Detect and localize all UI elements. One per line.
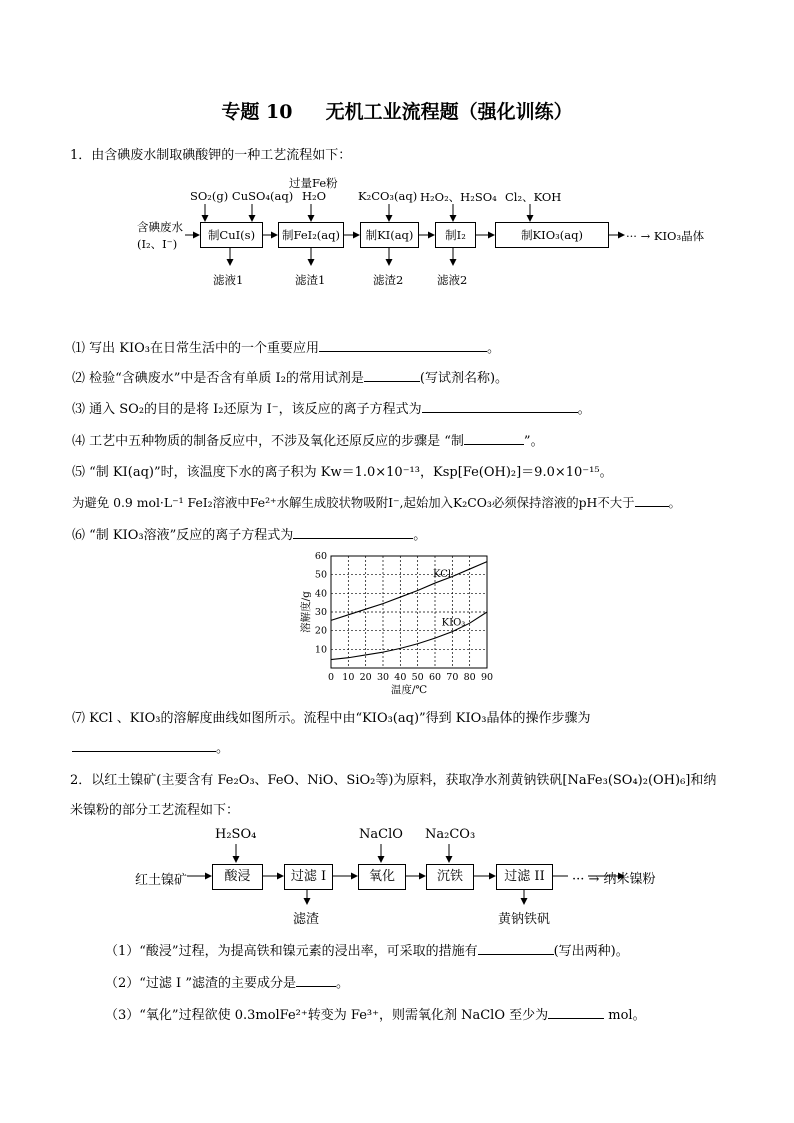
x-tick-label: 10 — [342, 672, 355, 683]
q1-item-3-text: ⑶ 通入 SO₂的目的是将 I₂还原为 I⁻，该反应的离子方程式为 — [72, 402, 422, 417]
q1-flow-end: ··· → KIO₃晶体 — [626, 229, 705, 243]
q2-reagent-naclo: NaClO — [359, 827, 403, 842]
series-label-kio3: KIO₃ — [441, 617, 466, 629]
q1-item-6-end: 。 — [413, 528, 427, 543]
q2-step-filter1: 过滤 I — [284, 864, 333, 890]
answer-blank-q2-3[interactable] — [548, 1006, 604, 1019]
q2-item-1 — [105, 940, 629, 959]
series-label-kcl: KCl — [433, 569, 452, 581]
q1-output-filtrate2: 滤液2 — [437, 273, 468, 287]
q2-step-filter2: 过滤 II — [496, 864, 553, 890]
y-tick-label: 10 — [314, 644, 327, 656]
q1-intro: 1．由含碘废水制取碘酸钾的一种工艺流程如下： — [70, 148, 352, 163]
q1-step-cui: 制CuI(s) — [200, 222, 263, 248]
q1-input-label: 含碘废水 — [137, 220, 183, 234]
y-tick-label: 40 — [314, 588, 327, 600]
x-tick-label: 20 — [359, 672, 372, 683]
q1-reagent-so2-cuso4: SO₂(g) CuSO₄(aq) — [190, 189, 294, 203]
x-tick-label: 40 — [394, 672, 407, 683]
q1-output-filtrate1: 滤液1 — [213, 273, 244, 287]
x-tick-label: 70 — [446, 672, 459, 683]
q1-reagent-cl2-koh: Cl₂、KOH — [505, 190, 562, 204]
q1-output-residue2: 滤渣2 — [373, 273, 404, 287]
q2-item-3-text: （3）“氧化”过程欲使 0.3molFe²⁺转变为 Fe³⁺，则需氧化剂 NaClO 至少为 — [105, 1008, 549, 1023]
q2-input-label: 红土镍矿 — [135, 873, 188, 888]
q1-step-ki: 制KI(aq) — [360, 222, 419, 248]
q2-item-1-text: （1）“酸浸”过程，为提高铁和镍元素的浸出率，可采取的措施有 — [105, 944, 478, 959]
x-axis-label: 温度/℃ — [390, 684, 428, 696]
q1-item-2-end: (写试剂名称)。 — [419, 371, 509, 386]
q1-item-6-text: ⑹ “制 KIO₃溶液”反应的离子方程式为 — [72, 528, 294, 543]
q1-reagent-h2o2: H₂O₂、H₂SO₄ — [420, 190, 497, 204]
q2-reagent-h2so4: H₂SO₄ — [215, 827, 257, 842]
q1-item-1-end: 。 — [486, 341, 500, 356]
q1-item-3-end: 。 — [577, 402, 591, 417]
y-tick-label: 60 — [314, 551, 327, 562]
x-tick-label: 80 — [463, 672, 476, 683]
q1-item-7-text: ⑺ KCl 、KIO₃的溶解度曲线如图所示。流程中由“KIO₃(aq)”得到 KIO₃晶体的操作步骤为 — [72, 711, 591, 726]
topic-name: 无机工业流程题（强化训练） — [325, 101, 573, 123]
topic-number: 专题 10 — [221, 101, 293, 123]
q2-item-2 — [105, 972, 349, 991]
q1-item-5-cont-text: 为避免 0.9 mol·L⁻¹ FeI₂溶液中Fe²⁺水解生成胶状物吸附I⁻,起始加入K₂CO₃必须保持溶液的pH不大于 — [72, 495, 635, 510]
q2-item-3-end: mol。 — [608, 1008, 646, 1023]
q1-item-4-end: ”。 — [523, 434, 544, 449]
q2-intro-line1: 2．以红土镍矿(主要含有 Fe₂O₃、FeO、NiO、SiO₂等)为原料，获取净水剂黄钠铁矾[NaFe₃(SO₄)₂(OH)₆]和纳 — [70, 773, 717, 788]
q2-flow-end: ··· → 纳米镍粉 — [572, 872, 656, 887]
q2-item-2-end: 。 — [335, 976, 349, 991]
q1-step-i2: 制I₂ — [435, 222, 476, 248]
q1-step-fei2: 制FeI₂(aq) — [278, 222, 344, 248]
q2-intro-line2: 米镍粉的部分工艺流程如下： — [70, 803, 240, 818]
q1-step-kio3: 制KIO₃(aq) — [495, 222, 609, 248]
x-tick-label: 60 — [428, 672, 442, 683]
q2-item-3 — [105, 1004, 646, 1023]
q1-item-2-text: ⑵ 检验“含碘废水”中是否含有单质 I₂的常用试剂是 — [72, 371, 364, 386]
q1-item-5-text: ⑸ “制 KI(aq)”时，该温度下水的离子积为 Kw＝1.0×10⁻¹³，Ksp[Fe(OH)₂]＝9.0×10⁻¹⁵。 — [72, 465, 613, 480]
y-tick-label: 50 — [314, 569, 327, 581]
x-tick-label: 30 — [376, 672, 390, 683]
q2-step-oxidize: 氧化 — [358, 864, 406, 890]
x-tick-label: 90 — [480, 672, 494, 683]
q2-item-2-text: （2）“过滤 I ”滤渣的主要成分是 — [105, 976, 296, 991]
x-tick-label: 0 — [327, 672, 335, 683]
q1-item-4-text: ⑷ 工艺中五种物质的制备反应中，不涉及氧化还原反应的步骤是 “制 — [72, 434, 464, 449]
q1-item-1-text: ⑴ 写出 KIO₃在日常生活中的一个重要应用 — [72, 341, 319, 356]
q1-reagent-k2co3: K₂CO₃(aq) — [358, 189, 418, 203]
q2-step-acid-leach: 酸浸 — [212, 864, 263, 890]
q2-output-jarosite: 黄钠铁矾 — [498, 912, 551, 927]
q1-item-5-cont-end: 。 — [668, 495, 681, 510]
answer-blank-q2-2[interactable] — [296, 974, 336, 987]
q1-output-residue1: 滤渣1 — [295, 273, 326, 287]
q2-reagent-na2co3: Na₂CO₃ — [425, 827, 476, 842]
y-tick-label: 20 — [314, 625, 327, 637]
q2-step-precipitate-fe: 沉铁 — [426, 864, 474, 890]
y-tick-label: 30 — [314, 607, 327, 618]
q2-item-1-end: (写出两种)。 — [553, 944, 629, 959]
answer-blank-q2-1[interactable] — [478, 942, 554, 955]
x-tick-label: 50 — [411, 672, 424, 683]
q1-input-note: (I₂、I⁻) — [137, 237, 178, 251]
q2-output-residue: 滤渣 — [293, 912, 320, 927]
q1-reagent-h2o: H₂O — [302, 189, 327, 203]
q1-reagent-fe: 过量Fe粉 — [289, 176, 338, 190]
y-axis-label: 溶解度/g — [300, 591, 312, 633]
q1-item-7-end: 。 — [216, 741, 230, 756]
